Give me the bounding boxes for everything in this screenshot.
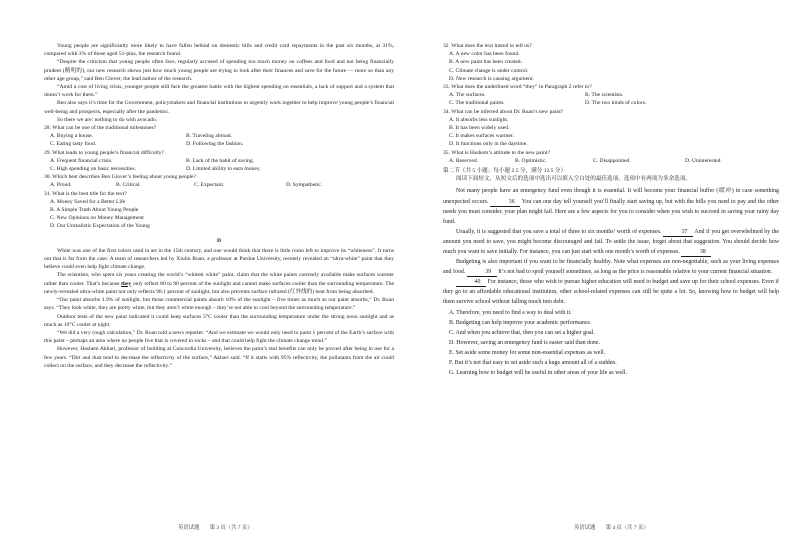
question-stem: 30. Which best describes Ben Glover’s feeling about young people? <box>44 174 197 181</box>
passage-c-paragraph: Ben also says it’s time for the Government, policymakers and financial institutions to urgently work together to help improve young people’s financial well-being and prospects, especially after the pandemic. <box>44 100 394 115</box>
passage-d-paragraph: However, Hashem Akbari, professor of building at Concordia University, believes the paint’s real benefits can only be proved after being in use for a few years. “Dirt and dust tend to decrease the reflectivity of the surface,” Akbari said. “If it starts with 95% reflectivity, the pollutants from the air could collect on the surface, and they decrease the reflectivity.” <box>44 346 394 369</box>
option-d[interactable]: D. New research is causing argument. <box>449 75 534 82</box>
text-chunk: You can one day tell yourself you’ll finally start saving up, but with the bills you need to pay and the other needs you must consider, your plan might fail. Here are a few aspects for you to consider when you wish to succeed in saving your rainy day fund. <box>443 198 779 225</box>
option-a[interactable]: A. A new color has been found. <box>449 51 520 58</box>
question-options <box>443 157 779 165</box>
option-a[interactable]: A. Frequent financial crisis. <box>50 157 113 164</box>
blank-40[interactable]: 40 <box>456 279 486 287</box>
text-chunk: It’s not bad to spoil yourself sometimes, as long as the price is reasonable relative to your current financial situation. <box>496 269 773 276</box>
cloze-option-f[interactable]: F. But it’s not that easy to set aside such a huge amount all of a sudden. <box>449 360 617 367</box>
question-stem: 28. What can be one of the traditional milestones? <box>44 125 157 132</box>
option-c[interactable]: C. Disappointed. <box>593 157 631 164</box>
option-a[interactable]: A. Proud. <box>50 182 72 189</box>
question-options <box>44 181 394 189</box>
footer-page-number: 第 4 页（共 7 页） <box>605 525 649 531</box>
cloze-paragraph <box>443 257 779 277</box>
question-stem: 32. What does the text intend to tell us? <box>443 43 532 49</box>
passage-c-paragraph: So there we are: nothing to do with avocado. <box>57 116 158 123</box>
passage-d-paragraph <box>44 271 394 296</box>
blank-36[interactable]: 36 <box>490 199 520 207</box>
page-3-column <box>44 42 394 370</box>
cloze-passage <box>443 186 779 378</box>
passage-d-heading: D <box>216 237 222 244</box>
option-d[interactable]: D. It functions only in the daytime. <box>449 141 528 148</box>
text-chunk: only reflect 80 to 90 percent of the sunlight and cannot make surfaces cooler than the surrounding temperature. The newly-revealed ultra-white paint not only reflects 98.1 percent of sunlight, but also prevents surface infrared (红外线的) heat from being absorbed. <box>44 280 395 295</box>
question-31 <box>44 190 394 231</box>
blank-37[interactable]: 37 <box>663 229 693 237</box>
footer-page-number: 第 3 页（共 7 页） <box>209 525 253 531</box>
passage-d-paragraph: “Our paint absorbs 1.9% of sunlight, but those commercial paints absorb 10% of the sunlight – five times as much as our paint absorbs,” Dr. Ruan says. “They look white, they are pretty white, but they aren’t white enough – they’re not able to cool beyond the surrounding temperature.” <box>44 297 394 312</box>
question-30 <box>44 173 394 189</box>
question-34 <box>443 108 779 149</box>
option-c[interactable]: C. The traditional paints. <box>449 100 505 107</box>
cloze-option-a[interactable]: A. Therefore, you need to find a way to deal with it. <box>449 309 572 316</box>
text-chunk: And if you get overwhelmed by the amount you need to save, you might become discouraged and fail. To settle the issue, forget about that suggestion. You should decide how much you want to save initially. For instance, you can just start with one month’s worth of expenses. <box>443 228 779 256</box>
blank-39[interactable]: 39 <box>467 269 497 277</box>
text-chunk: Not many people have an emergency fund even though it is essential. It will become your financial buffer (缓冲) in case something unexpected occurs. <box>443 188 779 205</box>
section-directions: 阅读下面短文，从短文后的选项中选出可以填入空白处的最佳选项。选项中有两项为多余选项。 <box>456 176 691 183</box>
passage-d-paragraph: White was one of the first colors used in art in the 15th century, and one would think that there is little room left to improve its “whiteness”. It turns out that is far from the case: A team of researchers led by Xiulin Ruan, a professor at Purdue University, recently revealed an “ultra-white” paint that they believe could even help fight climate change. <box>44 247 394 271</box>
text-chunk: The scientists, who spent six years creating the world’s “whitest white” paint, claim that the white paints currently available make surfaces warmer rather than cooler. That’s because <box>44 272 394 287</box>
option-b[interactable]: B. A Simple Truth About Young People <box>50 207 139 214</box>
option-c[interactable]: C. Climate change is under control. <box>449 67 529 74</box>
option-a[interactable]: A. Money Saved for a Better Life <box>50 198 126 205</box>
text-chunk: Usually, it is suggested that you save a total of three to six months’ worth of expenses. <box>456 228 664 235</box>
cloze-option-e[interactable]: E. Set aside some money for some non-essential expenses as well. <box>449 349 606 356</box>
option-b[interactable]: B. Optimistic. <box>515 157 547 164</box>
cloze-options <box>443 308 779 379</box>
text-chunk: For instance, those who wish to pursue higher education will need to budget and save up for their school expenses. Even if they go to an affordable educational institution, other school-related expenses can still be quite a lot. So, knowing how to budget will help them survive school without falling much into debt. <box>443 279 779 306</box>
option-d[interactable]: D. Sympathetic. <box>286 182 323 189</box>
option-d[interactable]: D. Our Unrealistic Expectation of the Young <box>50 223 150 230</box>
passage-c-paragraph: “Despite the criticism that young people often face, regularly accused of spending too much money on coffees and food and not being financially prudent (精明的), our new research shows just how much young people are trying to look after their finances and save for the future — more so than any other age group,” said Ben Glover, the lead author of the research. <box>44 59 394 82</box>
footer-subject: 英语试题 <box>178 525 200 531</box>
option-c[interactable]: C. New Opinions on Money Management <box>50 215 144 222</box>
cloze-option-d[interactable]: D. However, saving an emergency fund is easier said than done. <box>449 339 600 346</box>
page-4-footer <box>574 523 649 531</box>
question-options <box>44 157 394 173</box>
option-d[interactable]: D. The two kinds of colors. <box>585 100 647 107</box>
text-chunk: Budgeting is also important if you want to be financially healthy. Note what expenses are non-negotiable, such as your living expenses and food. <box>443 259 779 276</box>
option-a[interactable]: A. Buying a house. <box>50 133 94 140</box>
option-a[interactable]: A. Reserved. <box>449 157 479 164</box>
section-title: 第二节（共 5 小题；每小题 2.5 分，满分 12.5 分） <box>443 168 567 175</box>
question-32 <box>443 42 779 83</box>
option-b[interactable]: B. It has been widely used. <box>449 125 510 132</box>
cloze-paragraph <box>443 227 779 257</box>
question-stem: 34. What can be inferred about Dr. Ruan’s new paint? <box>443 108 564 115</box>
option-d[interactable]: D. Limited ability to earn money. <box>186 166 261 173</box>
option-c[interactable]: C. High spending on basic necessities. <box>50 166 136 173</box>
question-stem: 31. What is the best title for the text? <box>44 190 127 197</box>
option-b[interactable]: B. Lack of the habit of saving. <box>186 157 255 164</box>
question-stem: 33. What does the underlined word “they” in Paragraph 2 refer to? <box>443 84 592 91</box>
option-c[interactable]: C. It makes surfaces warmer. <box>449 133 514 140</box>
passage-c-paragraph: Young people are significantly more likely to have fallen behind on domestic bills and credit card repayments in the past six months, at 31%, compared with 3% of those aged 51-plus, the research found. <box>44 43 394 58</box>
question-28 <box>44 124 394 149</box>
question-options <box>443 91 779 107</box>
option-c[interactable]: C. Expectant. <box>194 182 225 189</box>
option-b[interactable]: B. The scientists. <box>585 92 624 99</box>
passage-d-paragraph: “We did a very rough calculation,” Dr. Ruan told a news reporter. “And we estimate we would only need to paint 1 percent of the Earth’s surface with this paint – perhaps an area where no people live that is covered in rocks – and that could help fight the climate change trend.” <box>44 329 394 345</box>
option-b[interactable]: B. Critical. <box>116 182 141 189</box>
question-29 <box>44 149 394 174</box>
question-35 <box>443 149 779 165</box>
question-stem: 29. What leads to young people’s financial difficulty? <box>44 149 165 156</box>
cloze-option-c[interactable]: C. And when you achieve that, then you can set a higher goal. <box>449 329 595 336</box>
option-a[interactable]: A. It absorbs less sunlight. <box>449 116 509 123</box>
passage-d-paragraph: Outdoor tests of the new paint indicated it could keep surfaces 5°C cooler than the surrounding temperature under the strong noon sunlight and as much as 10°C cooler at night. <box>44 313 394 328</box>
option-c[interactable]: C. Eating tasty food. <box>50 141 97 148</box>
option-a[interactable]: A. The surfaces. <box>449 92 486 99</box>
footer-subject: 英语试题 <box>574 525 596 531</box>
cloze-paragraph <box>443 186 779 226</box>
option-d[interactable]: D. Uninterested. <box>685 157 722 164</box>
blank-38[interactable]: 38 <box>681 249 711 257</box>
cloze-option-g[interactable]: G. Learning how to budget will be useful in other areas of your life as well. <box>449 370 627 377</box>
question-33 <box>443 83 779 108</box>
cloze-option-b[interactable]: B. Budgeting can help improve your academic performance. <box>449 319 592 326</box>
page-4-column <box>443 42 779 378</box>
option-d[interactable]: D. Following the fashion. <box>186 141 244 148</box>
underlined-word-they: they <box>121 280 132 287</box>
passage-c-paragraph: “Amid a cost of living crisis, younger people still face the greatest battle with the highest spending on essentials, a lack of support and a system that doesn’t work for them.” <box>44 84 394 99</box>
option-b[interactable]: B. Traveling abroad. <box>186 133 232 140</box>
page-3-footer <box>178 523 253 531</box>
question-options <box>44 132 394 148</box>
question-stem: 35. What is Hashem’s attitude to the new paint? <box>443 149 550 156</box>
option-b[interactable]: B. A new paint has been created. <box>449 59 523 66</box>
cloze-paragraph <box>443 277 779 307</box>
